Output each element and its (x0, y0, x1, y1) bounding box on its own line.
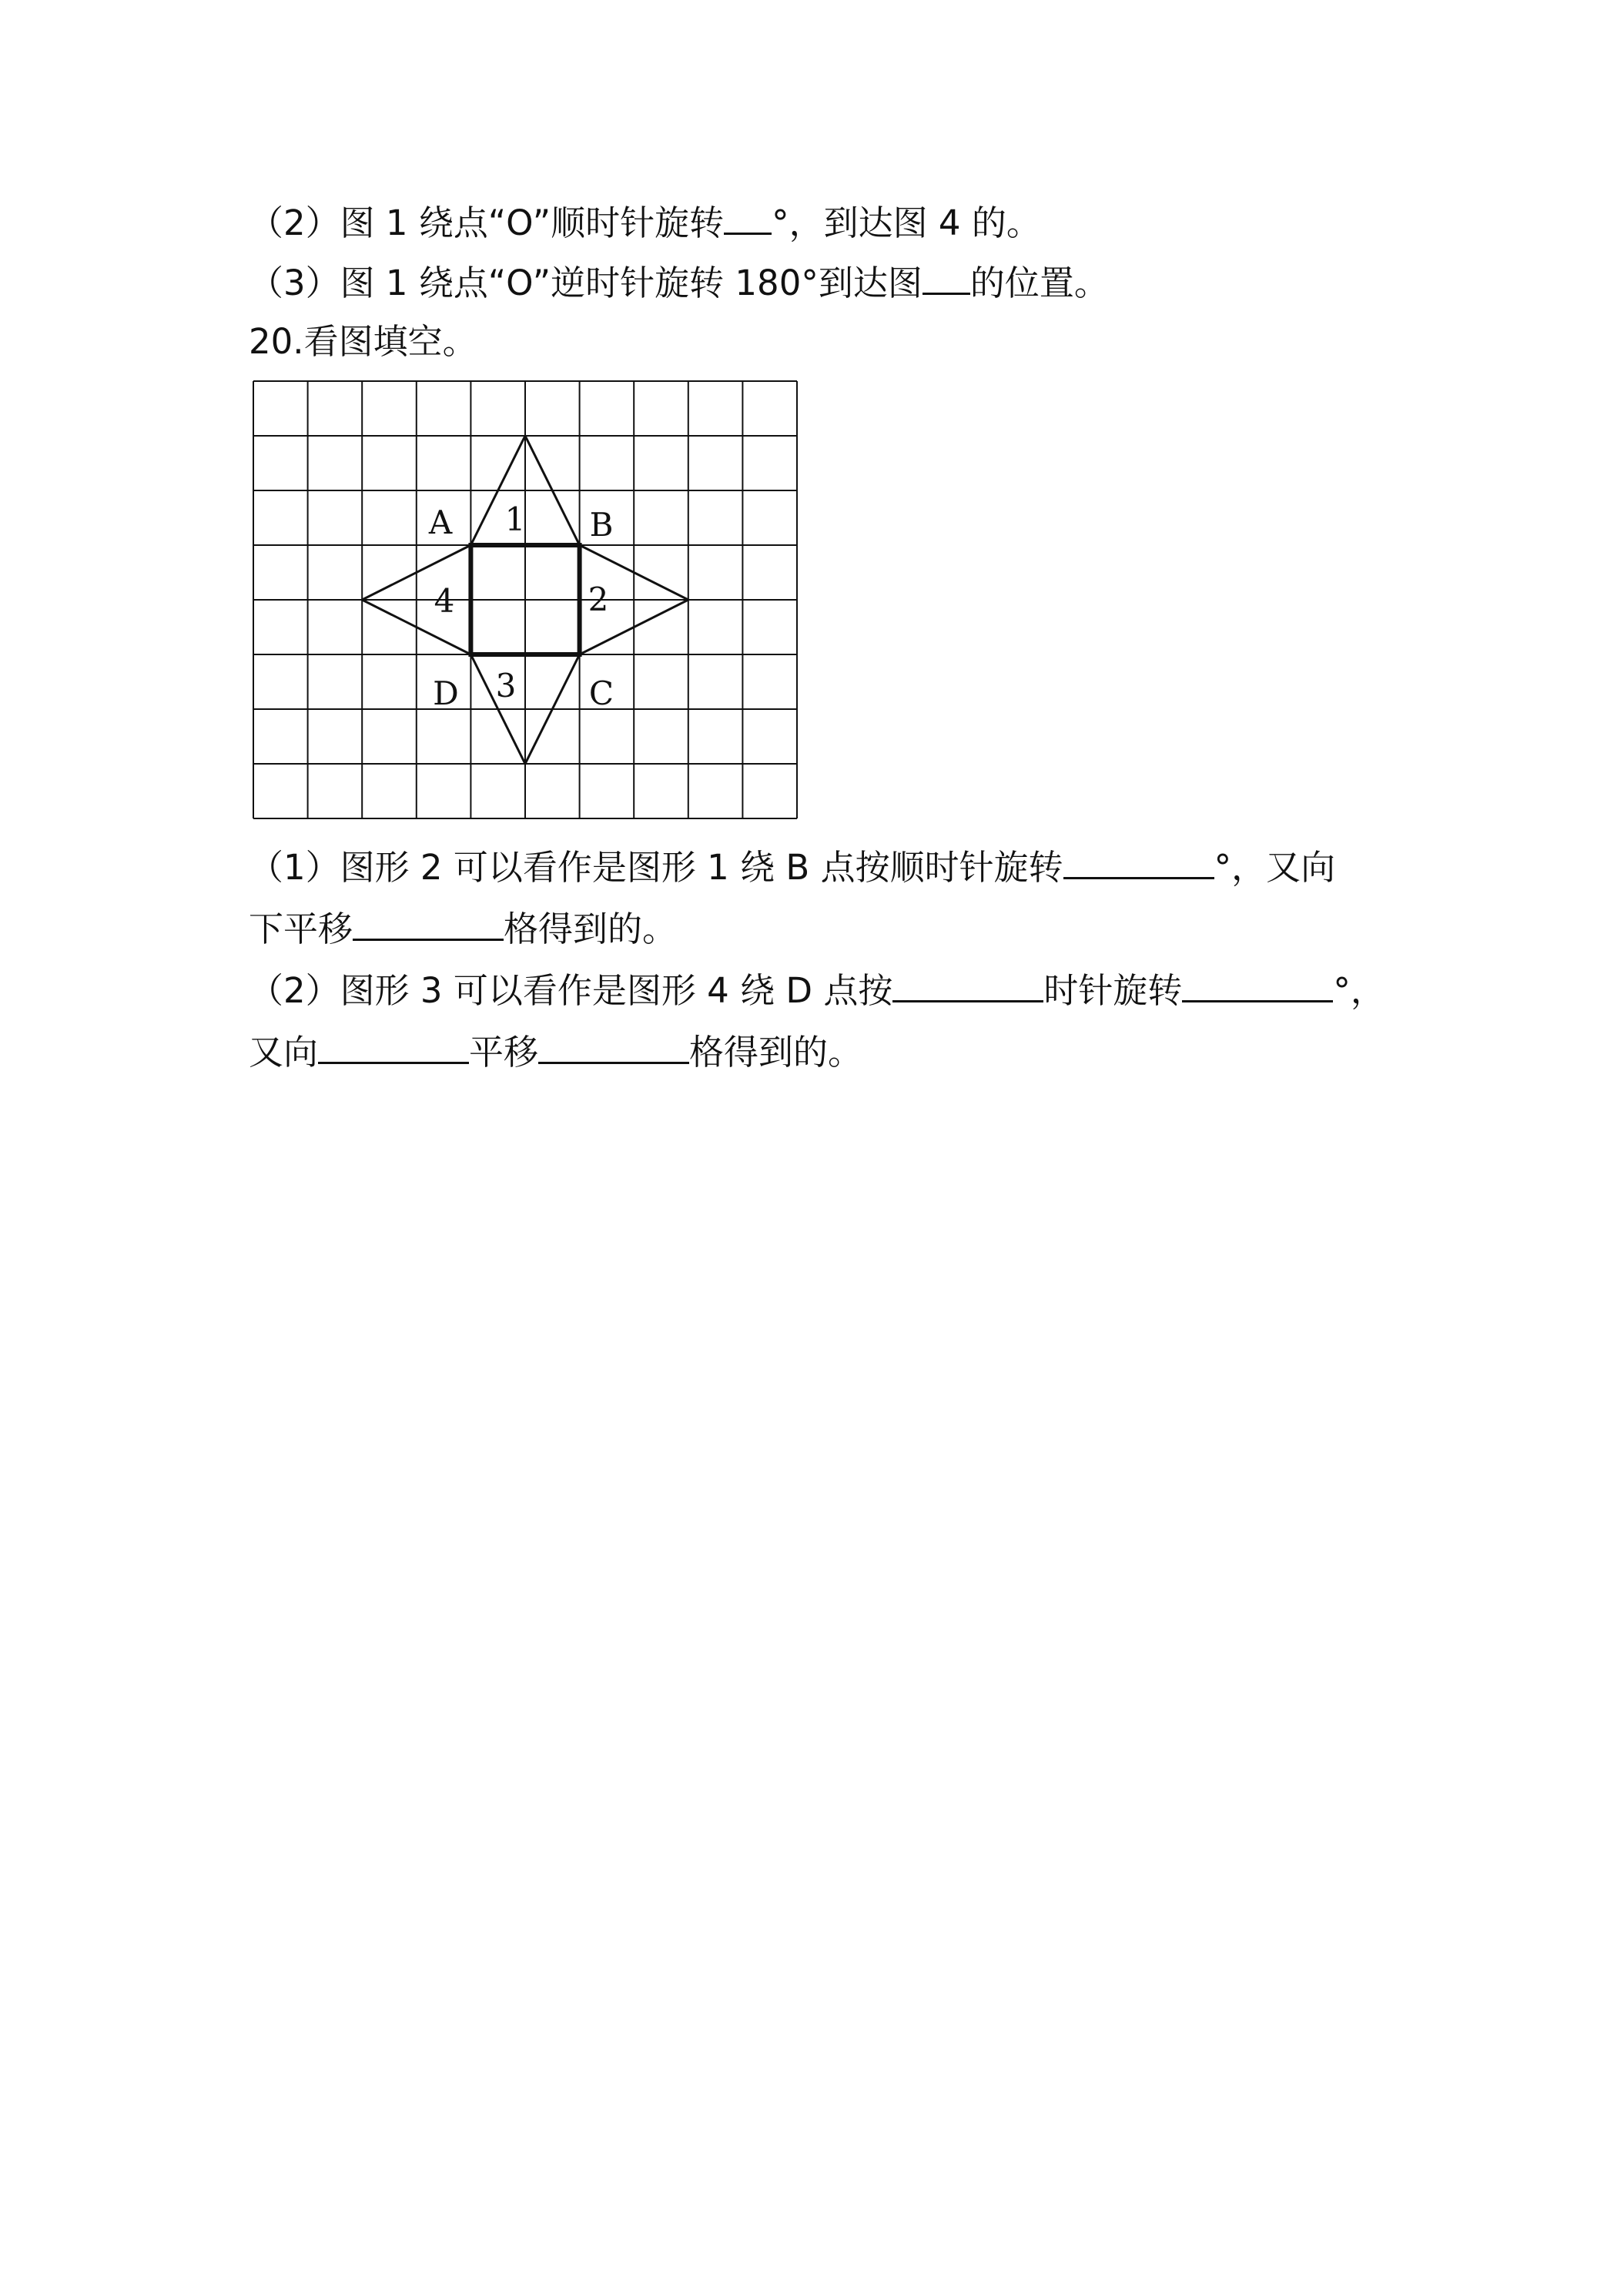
q20-part2-shift-blank[interactable] (538, 1028, 689, 1064)
q20-part1-prefix: （1）图形 2 可以看作是图形 1 绕 B 点按顺时针旋转 (249, 847, 1063, 888)
q20-part2-line2-prefix: 又向 (249, 1032, 319, 1073)
vertex-label-b: B (589, 506, 614, 544)
q19-part2-answer-blank[interactable] (724, 199, 772, 235)
q20-part2-shift-direction-blank[interactable] (318, 1028, 469, 1064)
q20-part2-line1-mid: 时针旋转 (1043, 970, 1183, 1011)
grid-lines (253, 381, 797, 818)
q19-part3 (249, 259, 1109, 306)
shape-label-3: 3 (495, 667, 517, 705)
q20-part1-line1-suffix: °，又向 (1214, 847, 1336, 888)
q20-part1-line2-suffix: 格得到的。 (504, 909, 678, 949)
q20-part1-line2-prefix: 下平移 (249, 909, 353, 949)
vertex-label-a: A (428, 504, 453, 541)
q19-part2-prefix: （2）图 1 绕点“O”顺时针旋转 (249, 202, 725, 243)
q19-part3-suffix: 的位置。 (969, 263, 1109, 303)
q19-part3-answer-blank[interactable] (922, 259, 970, 295)
q20-part2-line2-suffix: 格得到的。 (689, 1032, 863, 1073)
q20-part2-angle-blank[interactable] (1182, 966, 1333, 1002)
q19-part3-prefix: （3）图 1 绕点“O”逆时针旋转 180°到达图 (249, 263, 922, 303)
q20-part2-line1-suffix: °， (1333, 970, 1385, 1011)
q20-part1-line1 (249, 843, 1335, 891)
q19-part2 (249, 199, 1041, 246)
shape-label-1: 1 (504, 500, 526, 538)
q19-part2-suffix: °，到达图 4 的。 (772, 202, 1041, 243)
q20-part2-prefix: （2）图形 3 可以看作是图形 4 绕 D 点按 (249, 970, 893, 1011)
vertex-label-d: D (433, 674, 459, 712)
shape-label-2: 2 (588, 581, 609, 618)
q20-part1-line2 (249, 905, 677, 952)
q20-part1-shift-blank[interactable] (353, 905, 504, 941)
q20-part2-direction-blank[interactable] (892, 966, 1043, 1002)
vertex-label-c: C (588, 674, 614, 712)
q20-title: 20.看图填空。 (249, 321, 477, 362)
shape-label-4: 4 (434, 582, 455, 620)
q20-part1-angle-blank[interactable] (1063, 843, 1214, 879)
q20-part2-line2 (249, 1028, 862, 1076)
q20-part2-line2-mid: 平移 (469, 1032, 539, 1073)
q20-part2-line1 (249, 966, 1385, 1014)
grid-figure (252, 380, 800, 822)
